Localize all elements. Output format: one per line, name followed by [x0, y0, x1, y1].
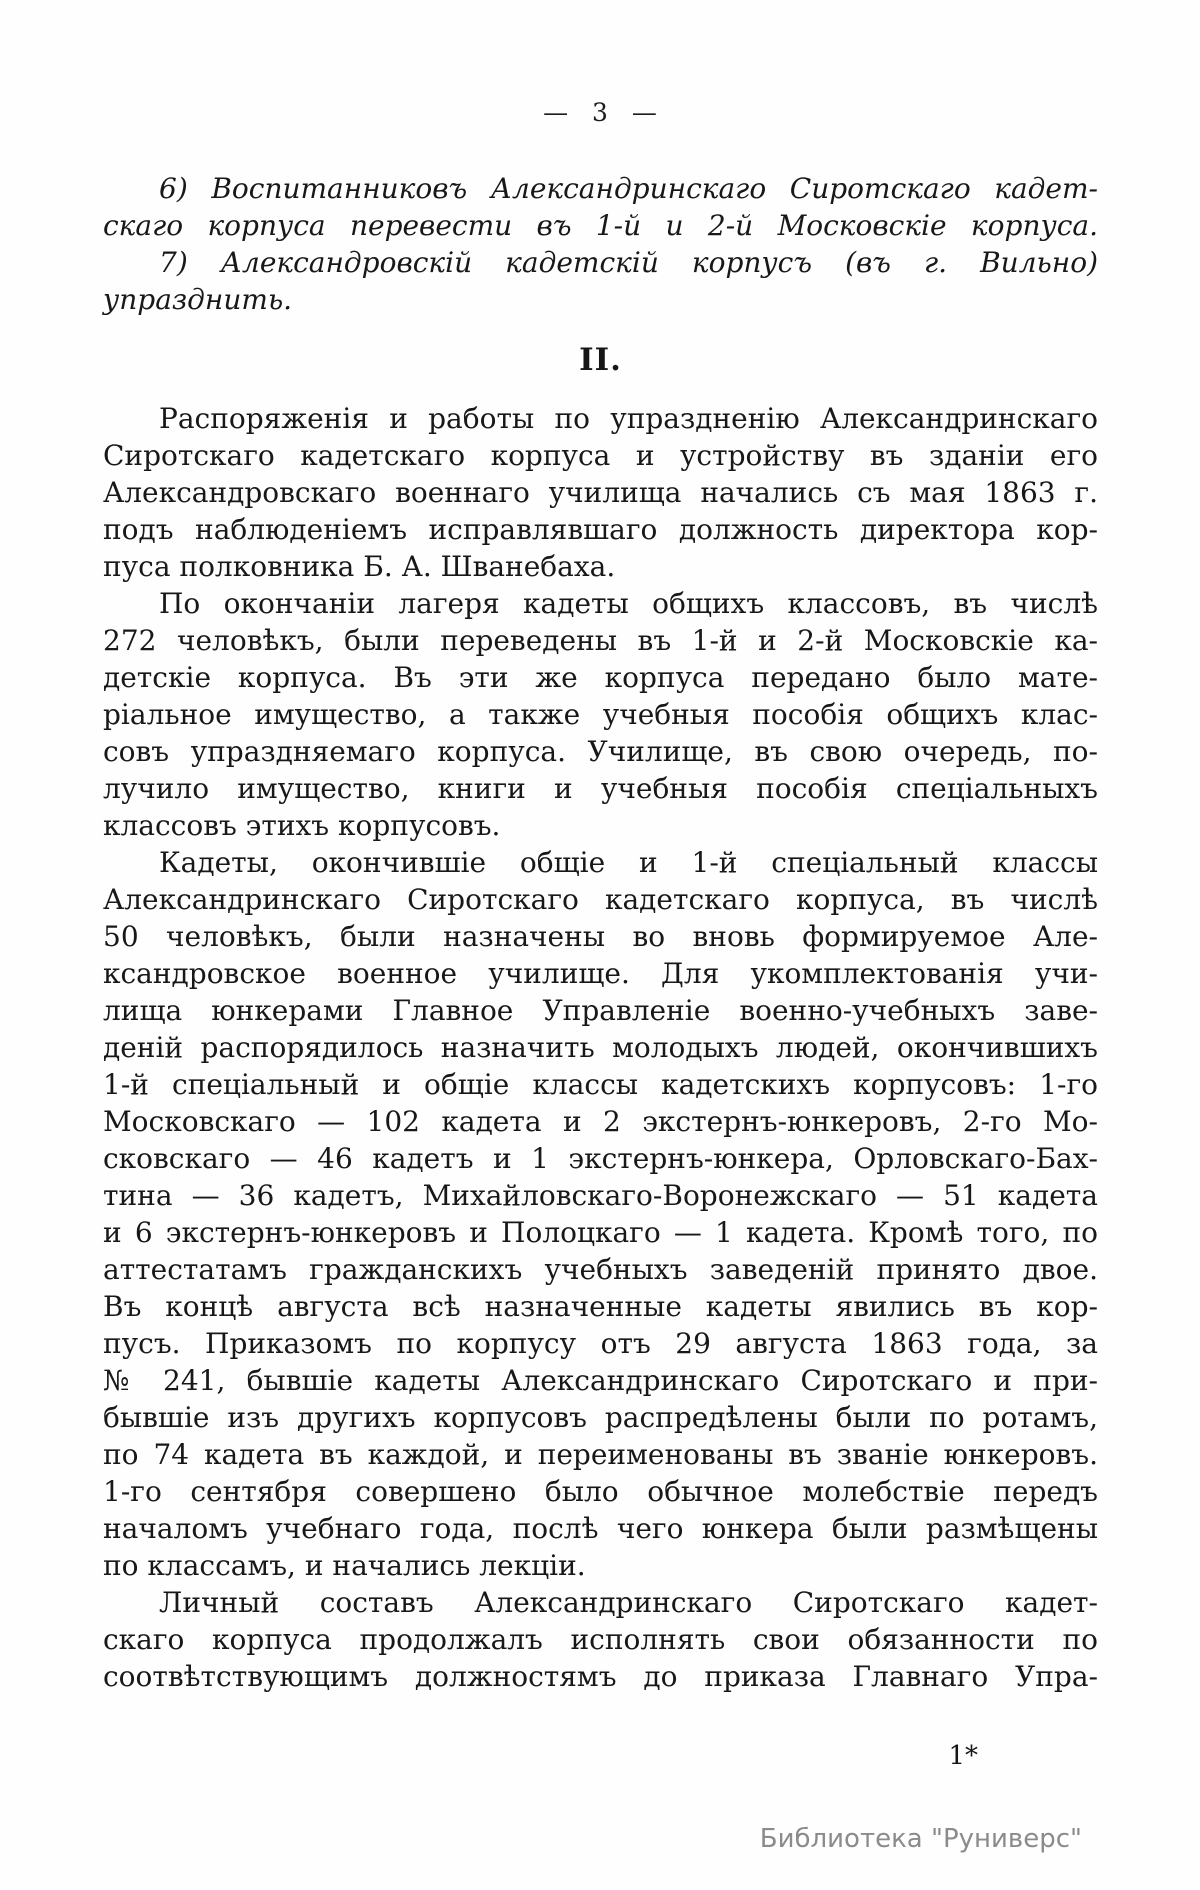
body-line: классовъ этихъ корпусовъ. [103, 809, 501, 842]
body-line: лучило имущество, книги и учебныя пособія спеціальныхъ [103, 772, 1098, 805]
body-line: Личный составъ Александринскаго Сиротскаго кадет- [159, 1586, 1098, 1619]
body-line: скаго корпуса продолжалъ исполнять свои обязанности по [103, 1623, 1098, 1656]
body-line: тина — 36 кадетъ, Михайловскаго-Воронежскаго — 51 кадета [103, 1179, 1098, 1212]
signature-mark: 1* [948, 1741, 978, 1771]
body-line: соотвѣтствующимъ должностямъ до приказа Главнаго Упра- [103, 1660, 1098, 1693]
body-line: 50 человѣкъ, были назначены во вновь формируемое Але- [103, 920, 1098, 953]
body-line: Въ концѣ августа всѣ назначенные кадеты явились въ кор- [103, 1290, 1098, 1323]
body-line: Сиротскаго кадетскаго корпуса и устройству въ зданіи его [103, 439, 1098, 472]
paragraph [103, 585, 1098, 844]
body-line: пусъ. Приказомъ по корпусу отъ 29 августа 1863 года, за [103, 1327, 1098, 1360]
body-line: № 241, бывшіе кадеты Александринскаго Сиротскаго и при- [103, 1364, 1098, 1397]
body-line: началомъ учебнаго года, послѣ чего юнкера были размѣщены [103, 1512, 1098, 1545]
paragraph [103, 1584, 1098, 1695]
body-line: По окончаніи лагеря кадеты общихъ классовъ, въ числѣ [159, 587, 1098, 620]
intro-line: 7) Александровскій кадетскій корпусъ (въ г. Вильно) [159, 246, 1098, 279]
page-number: — 3 — [543, 98, 657, 127]
body-line: сковскаго — 46 кадетъ и 1 экстернъ-юнкера, Орловскаго-Бах- [103, 1142, 1098, 1175]
body-line: 1-й спеціальный и общіе классы кадетскихъ корпусовъ: 1-го [103, 1068, 1098, 1101]
body-line: Московскаго — 102 кадета и 2 экстернъ-юнкеровъ, 2-го Мо- [103, 1105, 1098, 1138]
body-line: подъ наблюденіемъ исправлявшаго должность директора кор- [103, 513, 1098, 546]
intro-line: 6) Воспитанниковъ Александринскаго Сиротскаго кадет- [159, 172, 1098, 205]
body-line: аттестатамъ гражданскихъ учебныхъ заведеній принято двое. [103, 1253, 1098, 1286]
body-line: детскіе корпуса. Въ эти же корпуса передано было мате- [103, 661, 1098, 694]
text-column [103, 170, 1098, 1769]
body-line: Александринскаго Сиротскаго кадетскаго корпуса, въ числѣ [103, 883, 1098, 916]
intro-line: скаго корпуса перевести въ 1-й и 2-й Московскіе корпуса. [103, 209, 1098, 242]
body-line: Кадеты, окончившіе общіе и 1-й спеціальный классы [159, 846, 1098, 879]
body-line: совъ упраздняемаго корпуса. Училище, въ свою очередь, по- [103, 735, 1098, 768]
intro-italic-block [103, 170, 1098, 318]
intro-line: упразднить. [103, 283, 293, 316]
body-line: пуса полковника Б. А. Шванебаха. [103, 550, 616, 583]
body-line: Распоряженія и работы по упраздненію Александринскаго [159, 402, 1098, 435]
body-line: ксандровское военное училище. Для укомплектованія учи- [103, 957, 1098, 990]
body-line: по классамъ, и начались лекціи. [103, 1549, 586, 1582]
body-line: ріальное имущество, а также учебныя пособія общихъ клас- [103, 698, 1098, 731]
body-line: лища юнкерами Главное Управленіе военно-учебныхъ заве- [103, 994, 1098, 1027]
body-line: деній распорядилось назначить молодыхъ людей, окончившихъ [103, 1031, 1098, 1064]
body-line: бывшіе изъ другихъ корпусовъ распредѣлены были по ротамъ, [103, 1401, 1098, 1434]
body-line: Александровскаго военнаго училища начались съ мая 1863 г. [103, 476, 1098, 509]
section-heading: II. [579, 342, 622, 378]
body-line: 272 человѣкъ, были переведены въ 1-й и 2-й Московскіе ка- [103, 624, 1098, 657]
body-line: по 74 кадета въ каждой, и переименованы въ званіе юнкеровъ. [103, 1438, 1098, 1471]
library-watermark: Библиотека "Руниверс" [759, 1824, 1082, 1854]
body-line: 1-го сентября совершено было обычное молебствіе передъ [103, 1475, 1098, 1508]
body-line: и 6 экстернъ-юнкеровъ и Полоцкаго — 1 кадета. Кромѣ того, по [103, 1216, 1098, 1249]
paragraph [103, 844, 1098, 1584]
paragraph [103, 400, 1098, 585]
